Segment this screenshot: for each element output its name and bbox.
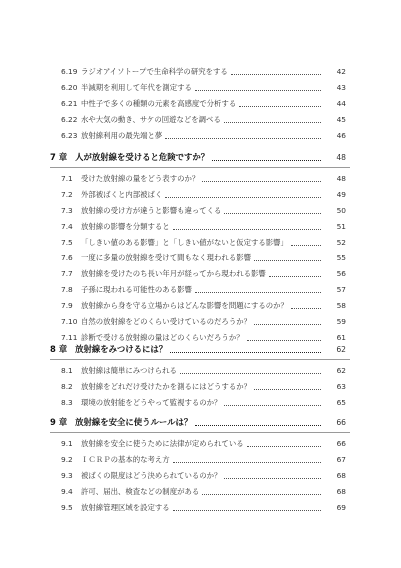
entry-page: 65 xyxy=(336,397,346,407)
toc-entry[interactable] xyxy=(0,395,401,411)
dot-leader xyxy=(254,259,321,261)
chapter-heading[interactable] xyxy=(0,414,401,431)
entry-number: 7.11 xyxy=(61,332,78,342)
toc-entry[interactable] xyxy=(0,64,401,80)
dot-leader xyxy=(247,445,321,447)
dot-leader xyxy=(195,89,321,91)
entry-number: 8.1 xyxy=(61,366,73,375)
toc-entry[interactable] xyxy=(0,298,401,314)
toc-entry[interactable] xyxy=(0,379,401,395)
entry-page: 62 xyxy=(336,366,346,375)
entry-page: 52 xyxy=(336,237,346,247)
chapter-page: 48 xyxy=(336,153,346,162)
chapter-page: 66 xyxy=(336,418,346,427)
entry-page: 48 xyxy=(336,174,346,183)
entry-title: 子孫に現われる可能性のある影響 xyxy=(81,285,192,295)
toc-entry[interactable] xyxy=(0,500,401,516)
entry-number: 7.3 xyxy=(61,205,73,215)
entry-number: 8.3 xyxy=(61,397,73,407)
toc-entry[interactable] xyxy=(0,235,401,251)
entry-page: 44 xyxy=(336,98,346,108)
entry-number: 9.5 xyxy=(61,502,73,512)
entry-page: 66 xyxy=(336,439,346,448)
entry-number: 6.21 xyxy=(61,98,78,108)
entry-title: 放射線から身を守る立場からはどんな影響を問題にするのか？ xyxy=(81,301,288,311)
dot-leader xyxy=(239,105,321,107)
entry-number: 6.20 xyxy=(61,82,78,92)
toc-entry[interactable] xyxy=(0,452,401,468)
dot-leader xyxy=(202,180,321,182)
entry-number: 7.5 xyxy=(61,237,73,247)
entry-number: 8.2 xyxy=(61,381,73,391)
dot-leader xyxy=(173,509,321,511)
entry-number: 9.3 xyxy=(61,470,73,480)
toc-entry[interactable] xyxy=(0,171,401,187)
entry-number: 7.4 xyxy=(61,221,73,231)
dot-leader xyxy=(173,461,321,463)
divider xyxy=(50,432,350,433)
dot-leader xyxy=(224,212,321,214)
entry-title: 半減期を利用して年代を測定する xyxy=(81,82,192,92)
dot-leader xyxy=(254,388,321,390)
entry-number: 9.2 xyxy=(61,454,73,464)
dot-leader xyxy=(254,323,321,325)
toc-entry[interactable] xyxy=(0,363,401,379)
entry-title: 許可、届出、検査などの制度がある xyxy=(81,486,200,496)
entry-title: 中性子で多くの種類の元素を高感度で分析する xyxy=(81,98,237,108)
entry-title: 水や大気の動き、サケの回遊などを調べる xyxy=(81,114,221,124)
entry-page: 58 xyxy=(336,301,346,311)
entry-page: 63 xyxy=(336,381,346,391)
toc-entry[interactable] xyxy=(0,468,401,484)
chapter-heading[interactable] xyxy=(0,149,401,166)
dot-leader xyxy=(165,137,321,139)
chapter-number: 7 章 xyxy=(50,152,68,162)
toc-entry[interactable] xyxy=(0,128,401,144)
entry-title: 外部被ばくと内部被ばく xyxy=(81,189,163,199)
entry-title: 放射線管理区域を設定する xyxy=(81,502,170,512)
entry-page: 68 xyxy=(336,486,346,496)
chapter-heading[interactable] xyxy=(0,341,401,358)
entry-number: 7.2 xyxy=(61,189,73,199)
chapter-title: 放射線をみつけるには？ xyxy=(75,344,168,354)
dot-leader xyxy=(195,424,321,426)
entry-number: 9.1 xyxy=(61,439,73,448)
entry-number: 7.9 xyxy=(61,301,73,311)
chapter-number: 9 章 xyxy=(50,417,68,427)
entry-page: 49 xyxy=(336,189,346,199)
entry-title: 放射線の受け方が違うと影響も違ってくる xyxy=(81,205,222,215)
toc-entry[interactable] xyxy=(0,266,401,282)
entry-title: 自然の放射線をどのくらい受けているのだろうか？ xyxy=(81,317,251,327)
entry-page: 42 xyxy=(336,67,346,76)
dot-leader xyxy=(224,477,321,479)
dot-leader xyxy=(180,372,321,374)
toc-entry[interactable] xyxy=(0,219,401,235)
toc-entry[interactable] xyxy=(0,203,401,219)
toc-entry[interactable] xyxy=(0,112,401,128)
toc-entry[interactable] xyxy=(0,187,401,203)
dot-leader xyxy=(195,291,321,293)
dot-leader xyxy=(170,351,321,353)
entry-page: 43 xyxy=(336,82,346,92)
entry-title: 「しきい値のある影響」と「しきい値がないと仮定する影響」 xyxy=(81,237,288,247)
chapter-page: 62 xyxy=(336,345,346,354)
entry-number: 7.1 xyxy=(61,174,73,183)
entry-number: 7.10 xyxy=(61,317,78,327)
entry-title: 被ばくの限度はどう決められているのか？ xyxy=(81,470,222,480)
entry-title: ＩＣＲＰの基本的な考え方 xyxy=(81,454,170,464)
entry-title: 放射線を受けたのち長い年月が経ってから現われる影響 xyxy=(81,269,266,279)
entry-page: 50 xyxy=(336,205,346,215)
entry-number: 7.7 xyxy=(61,269,73,279)
chapter-title: 人が放射線を受けると危険ですか？ xyxy=(75,152,210,162)
entry-number: 7.6 xyxy=(61,253,73,263)
entry-title: ラジオアイソトープで生命科学の研究をする xyxy=(81,67,228,76)
dot-leader xyxy=(202,493,321,495)
dot-leader xyxy=(224,121,321,123)
dot-leader xyxy=(291,244,321,246)
dot-leader xyxy=(224,404,321,406)
entry-title: 診断で受ける放射線の量はどのくらいだろうか？ xyxy=(81,332,244,342)
entry-title: 環境の放射能をどうやって監視するのか？ xyxy=(81,397,222,407)
entry-page: 56 xyxy=(336,269,346,279)
entry-page: 59 xyxy=(336,317,346,327)
entry-title: 放射線利用の最先端と夢 xyxy=(81,130,163,140)
entry-page: 51 xyxy=(336,221,346,231)
toc-entry[interactable] xyxy=(0,250,401,266)
entry-page: 45 xyxy=(336,114,346,124)
entry-page: 46 xyxy=(336,130,346,140)
dot-leader xyxy=(269,275,321,277)
dot-leader xyxy=(291,307,321,309)
entry-title: 放射線は簡単にみつけられる xyxy=(81,366,177,375)
toc-entry[interactable] xyxy=(0,484,401,500)
entry-number: 6.22 xyxy=(61,114,78,124)
entry-number: 6.23 xyxy=(61,130,78,140)
chapter-number: 8 章 xyxy=(50,344,68,354)
entry-number: 9.4 xyxy=(61,486,73,496)
divider xyxy=(50,359,350,360)
toc-entry[interactable] xyxy=(0,314,401,330)
chapter-9-section xyxy=(0,414,401,515)
entry-page: 61 xyxy=(336,332,346,342)
dot-leader xyxy=(231,73,321,75)
entry-title: 受けた放射線の量をどう表すのか？ xyxy=(81,174,200,183)
toc-entry[interactable] xyxy=(0,282,401,298)
dot-leader xyxy=(212,159,321,161)
chapter-title: 放射線を安全に使うルールは？ xyxy=(75,417,193,427)
entry-page: 55 xyxy=(336,253,346,263)
entry-title: 一度に多量の放射線を受けて間もなく現われる影響 xyxy=(81,253,251,263)
toc-entry[interactable] xyxy=(0,96,401,112)
toc-entry[interactable] xyxy=(0,80,401,96)
entry-title: 放射線の影響を分類すると xyxy=(81,221,170,231)
divider xyxy=(50,167,350,168)
entry-number: 7.8 xyxy=(61,285,73,295)
entry-page: 57 xyxy=(336,285,346,295)
entry-number: 6.19 xyxy=(61,67,78,76)
entry-title: 放射線を安全に使うために法律が定められている xyxy=(81,439,244,448)
chapter-8-section xyxy=(0,341,401,411)
entry-page: 67 xyxy=(336,454,346,464)
dot-leader xyxy=(165,196,321,198)
entry-title: 放射線をどれだけ受けたかを測るにはどうするか？ xyxy=(81,381,251,391)
entry-page: 68 xyxy=(336,470,346,480)
continuation-section xyxy=(0,64,401,143)
toc-entry[interactable] xyxy=(0,436,401,452)
chapter-7-section xyxy=(0,149,401,346)
dot-leader xyxy=(173,228,321,230)
entry-page: 69 xyxy=(336,502,346,512)
